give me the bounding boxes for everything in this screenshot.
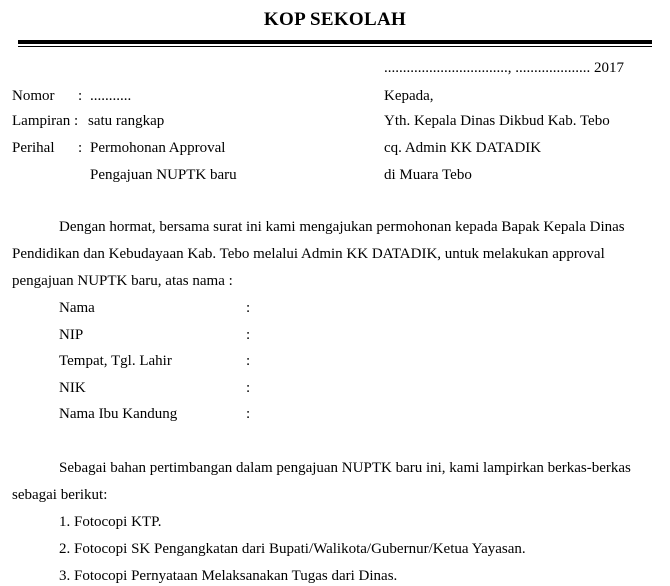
field-label-nama: Nama <box>59 300 95 316</box>
attachment-item: 1. Fotocopi KTP. <box>59 514 162 530</box>
para1-line-2: Pendidikan dan Kebudayaan Kab. Tebo melalui Admin KK DATADIK, untuk melakukan approval <box>12 246 605 262</box>
field-label-ibu: Nama Ibu Kandung <box>59 406 178 422</box>
field-colon-ttl: : <box>246 353 251 369</box>
perihal-value-1: Permohonan Approval <box>90 140 226 156</box>
perihal-label: Perihal <box>12 140 55 156</box>
para1-line-3: pengajuan NUPTK baru, atas nama : <box>12 273 233 289</box>
letterhead-rule-thick <box>18 40 652 44</box>
nomor-colon: : <box>78 88 83 104</box>
field-colon-nama: : <box>246 300 251 316</box>
lampiran-value: satu rangkap <box>88 113 165 129</box>
field-colon-ibu: : <box>246 406 251 422</box>
nomor-label: Nomor <box>12 88 55 104</box>
attachment-item: 3. Fotocopi Pernyataan Melaksanakan Tugas dari Dinas. <box>59 568 398 584</box>
para1-line-1: Dengan hormat, bersama surat ini kami mengajukan permohonan kepada Bapak Kepala Dinas <box>59 219 625 235</box>
para2-line-2: sebagai berikut: <box>12 487 108 503</box>
recipient-line-4: di Muara Tebo <box>384 167 472 183</box>
field-colon-nip: : <box>246 327 251 343</box>
lampiran-label: Lampiran <box>12 113 71 129</box>
field-label-nip: NIP <box>59 327 84 343</box>
para2-line-1: Sebagai bahan pertimbangan dalam pengajuan NUPTK baru ini, kami lampirkan berkas-berkas <box>59 460 631 476</box>
recipient-line-1: Kepada, <box>384 88 434 104</box>
lampiran-colon: : <box>74 113 79 129</box>
letterhead-rule-thin <box>18 46 652 47</box>
perihal-value-2: Pengajuan NUPTK baru <box>90 167 237 183</box>
field-label-ttl: Tempat, Tgl. Lahir <box>59 353 172 369</box>
recipient-line-3: cq. Admin KK DATADIK <box>384 140 542 156</box>
perihal-colon: : <box>78 140 83 156</box>
attachment-item: 2. Fotocopi SK Pengangkatan dari Bupati/Walikota/Gubernur/Ketua Yayasan. <box>59 541 526 557</box>
nomor-value: ........... <box>90 88 132 104</box>
letterhead-title: KOP SEKOLAH <box>263 9 407 30</box>
field-label-nik: NIK <box>59 380 86 396</box>
recipient-line-2: Yth. Kepala Dinas Dikbud Kab. Tebo <box>384 113 610 129</box>
field-colon-nik: : <box>246 380 251 396</box>
date-line: ................................., .................... 2017 <box>384 60 624 76</box>
